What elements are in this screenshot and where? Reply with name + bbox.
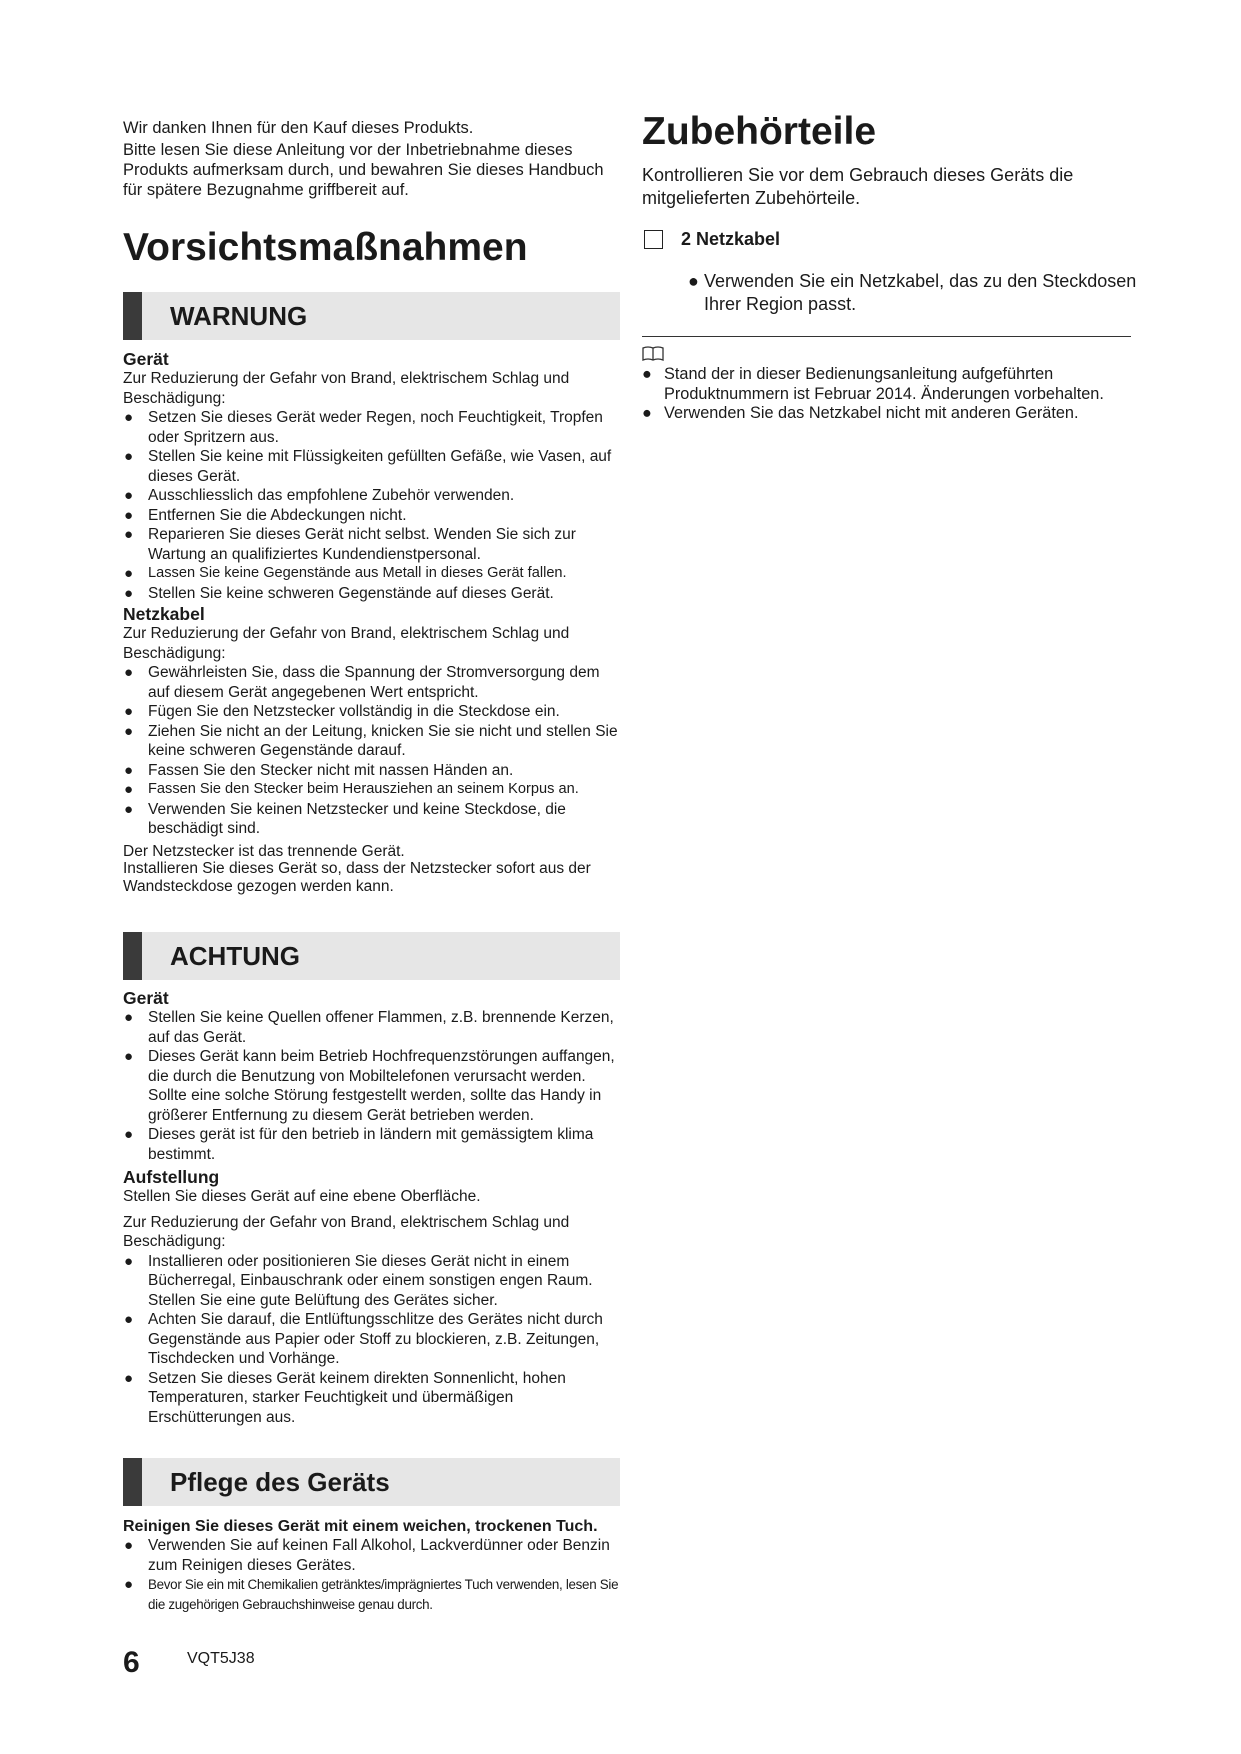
list-item: ● Setzen Sie dieses Gerät weder Regen, noch Feuchtigkeit, Tropfen oder Spritzern aus. — [124, 409, 603, 446]
accessory-item — [642, 228, 1142, 250]
intro-text — [123, 118, 620, 200]
bullet-icon: ● — [124, 1048, 134, 1065]
section-label: ACHTUNG — [170, 941, 300, 971]
bullet-list-achtung-geraet — [123, 1008, 620, 1164]
bullet-icon: ● — [124, 487, 134, 504]
section-header-pflege — [123, 1458, 620, 1506]
accessory-label: 2 Netzkabel — [681, 229, 781, 249]
subheading-reinigen: Reinigen Sie dieses Gerät mit einem weichen, trockenen Tuch. — [123, 1518, 598, 1535]
list-item: ● Verwenden Sie auf keinen Fall Alkohol, Lackverdünner oder Benzin zum Reinigen dieses Gerätes. — [124, 1537, 610, 1574]
divider — [642, 336, 1131, 337]
zubehoer-title: Zubehörteile — [642, 110, 877, 153]
list-item: ● Fassen Sie den Stecker nicht mit nassen Händen an. — [124, 761, 514, 779]
list-item: ● Stellen Sie keine Quellen offener Flammen, z.B. brennende Kerzen, auf das Gerät. — [124, 1009, 614, 1046]
subheading-geraet: Gerät — [123, 349, 169, 369]
book-icon — [642, 345, 1142, 365]
document-code: VQT5J38 — [187, 1650, 255, 1667]
bullet-icon: ● — [124, 526, 134, 543]
aufstellung-line: Stellen Sie dieses Gerät auf eine ebene Oberfläche. — [123, 1188, 481, 1205]
bullet-icon: ● — [124, 761, 134, 779]
bullet-list-warnung-geraet — [123, 408, 620, 603]
note-trennendes-geraet: Der Netzstecker ist das trennende Gerät. — [123, 842, 405, 860]
bullet-icon: ● — [642, 365, 652, 383]
list-item: ● Ausschliesslich das empfohlene Zubehör verwenden. — [124, 487, 515, 504]
list-item: ● Achten Sie darauf, die Entlüftungsschlitze des Gerätes nicht durch Gegenstände aus Papier oder Stoff zu blockieren, z.B. Zeitungen, Tischdecken und Vorhänge. — [124, 1311, 603, 1367]
bullet-icon: ● — [124, 1311, 134, 1328]
list-item: ● Verwenden Sie das Netzkabel nicht mit anderen Geräten. — [642, 404, 1079, 422]
right-column — [642, 110, 1142, 424]
note-installation: Installieren Sie dieses Gerät so, dass der Netzstecker sofort aus der Wandsteckdose gezogen werden kann. — [123, 860, 591, 895]
bullet-list-netzkabel — [123, 663, 620, 839]
list-item: ● Setzen Sie dieses Gerät keinem direkten Sonnenlicht, hohen Temperaturen, starker Feuchtigkeit und übermäßigen Erschütterungen aus. — [124, 1369, 566, 1426]
intro-paragraph: Zur Reduzierung der Gefahr von Brand, elektrischem Schlag und Beschädigung: — [123, 625, 570, 662]
list-item: ● Verwenden Sie ein Netzkabel, das zu den Steckdosen Ihrer Region passt. — [688, 271, 1137, 314]
section-header-warnung — [123, 292, 620, 340]
bullet-icon: ● — [124, 506, 134, 524]
intro-line-1: Wir danken Ihnen für den Kauf dieses Produkts. — [123, 119, 474, 137]
bullet-icon: ● — [124, 409, 134, 426]
section-marker — [123, 932, 142, 980]
bullet-icon: ● — [124, 1537, 134, 1554]
note-list — [642, 365, 1142, 424]
bullet-icon: ● — [124, 1369, 134, 1387]
bullet-icon: ● — [124, 722, 134, 740]
bullet-icon: ● — [124, 781, 134, 798]
section-marker — [123, 1458, 142, 1506]
bullet-icon: ● — [124, 703, 134, 720]
list-item: ● Entfernen Sie die Abdeckungen nicht. — [124, 506, 407, 524]
section-marker — [123, 292, 142, 340]
subheading-geraet: Gerät — [123, 988, 169, 1008]
intro-line-2: Bitte lesen Sie diese Anleitung vor der Inbetriebnahme dieses Produkts aufmerksam durch, und bewahren Sie dieses Handbuch für spätere Bezugnahme griffbereit auf. — [123, 141, 604, 199]
list-item: ● Dieses gerät ist für den betrieb in ländern mit gemässigtem klima bestimmt. — [124, 1126, 594, 1163]
bullet-icon: ● — [124, 448, 134, 465]
section-header-achtung — [123, 932, 620, 980]
bullet-icon: ● — [124, 1576, 133, 1593]
bullet-icon: ● — [124, 1252, 134, 1270]
checkbox-icon — [644, 230, 663, 249]
list-item: ● Bevor Sie ein mit Chemikalien getränktes/imprägniertes Tuch verwenden, lesen Sie die zugehörigen Gebrauchshinweise genau durch. — [124, 1576, 619, 1612]
bullet-icon: ● — [642, 404, 652, 422]
bullet-icon: ● — [124, 1009, 134, 1026]
list-item: ● Fassen Sie den Stecker beim Herausziehen an seinem Korpus an. — [124, 781, 579, 798]
bullet-icon: ● — [124, 1126, 134, 1143]
list-item: ● Ziehen Sie nicht an der Leitung, knicken Sie sie nicht und stellen Sie keine schweren Gegenstände darauf. — [124, 722, 618, 759]
bullet-icon: ● — [124, 664, 134, 681]
zubehoer-lead: Kontrollieren Sie vor dem Gebrauch dieses Geräts die mitgelieferten Zubehörteile. — [642, 165, 1074, 208]
list-item: ● Stand der in dieser Bedienungsanleitung aufgeführten Produktnummern ist Februar 2014. Änderungen vorbehalten. — [642, 365, 1104, 403]
bullet-icon: ● — [688, 271, 699, 291]
list-item: ● Verwenden Sie keinen Netzstecker und keine Steckdose, die beschädigt sind. — [124, 800, 566, 837]
section-label: WARNUNG — [170, 301, 308, 331]
intro-paragraph: Zur Reduzierung der Gefahr von Brand, elektrischem Schlag und Beschädigung: — [123, 370, 570, 407]
list-item: ● Fügen Sie den Netzstecker vollständig in die Steckdose ein. — [124, 703, 560, 720]
bullet-icon: ● — [124, 584, 134, 602]
list-item: ● Reparieren Sie dieses Gerät nicht selbst. Wenden Sie sich zur Wartung an qualifiziertes Kundendienstpersonal. — [124, 526, 576, 563]
page-number: 6 — [123, 1646, 140, 1679]
intro-paragraph: Zur Reduzierung der Gefahr von Brand, elektrischem Schlag und Beschädigung: — [123, 1213, 570, 1250]
bullet-list-aufstellung — [123, 1252, 620, 1428]
bullet-list-pflege — [123, 1536, 620, 1614]
list-item: ● Stellen Sie keine schweren Gegenstände auf dieses Gerät. — [124, 584, 554, 602]
list-item: ● Gewährleisten Sie, dass die Spannung der Stromversorgung dem auf diesem Gerät angegebenen Wert entspricht. — [124, 664, 600, 701]
subheading-aufstellung: Aufstellung — [123, 1167, 220, 1187]
bullet-icon: ● — [124, 800, 134, 818]
left-column — [123, 118, 620, 1614]
page-title: Vorsichtsmaßnahmen — [123, 226, 528, 269]
list-item: ● Stellen Sie keine mit Flüssigkeiten gefüllten Gefäße, wie Vasen, auf dieses Gerät. — [124, 448, 612, 485]
list-item: ● Dieses Gerät kann beim Betrieb Hochfrequenzstörungen auffangen, die durch die Benutzung von Mobiltelefonen verursacht werden. Sollte eine solche Störung festgestellt werden, sollte das Handy in größerer Entfernung zu diesem Gerät betrieben werden. — [124, 1048, 615, 1124]
list-item: ● Installieren oder positionieren Sie dieses Gerät nicht in einem Bücherregal, Einbauschrank oder einem sonstigen engen Raum. Stellen Sie eine gute Belüftung des Gerätes sicher. — [124, 1252, 593, 1309]
list-item: ● Lassen Sie keine Gegenstände aus Metall in dieses Gerät fallen. — [124, 565, 567, 582]
subheading-netzkabel: Netzkabel — [123, 604, 205, 624]
section-label: Pflege des Geräts — [170, 1467, 390, 1497]
accessory-notes — [642, 270, 1142, 316]
bullet-icon: ● — [124, 565, 134, 582]
